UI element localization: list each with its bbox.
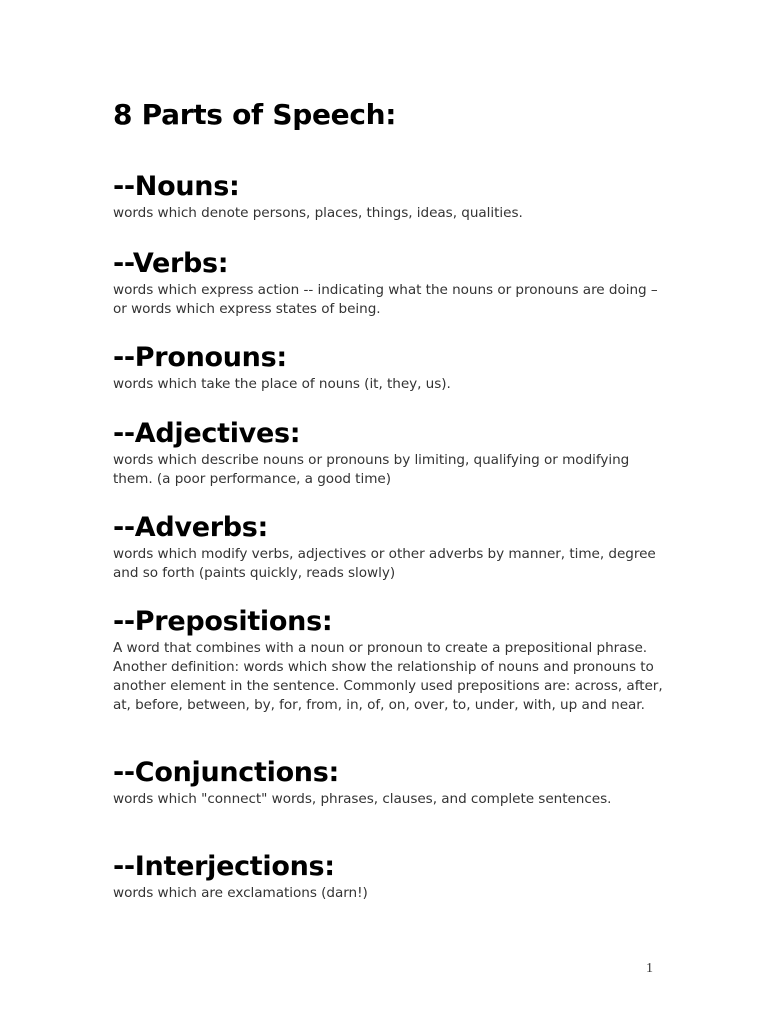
section-definition: words which express action -- indicating what the nouns or pronouns are doing – or words which express states of being.: [113, 282, 658, 317]
section-interjections: [113, 850, 673, 903]
section-nouns: [113, 170, 673, 223]
section-heading: --Verbs:: [113, 248, 229, 279]
section-definition: words which describe nouns or pronouns by limiting, qualifying or modifying them. (a poor performance, a good time): [113, 452, 630, 487]
section-heading: --Interjections:: [113, 851, 335, 882]
section-definition: words which take the place of nouns (it, they, us).: [113, 376, 451, 392]
section-prepositions: [113, 605, 673, 715]
section-heading: --Conjunctions:: [113, 757, 340, 788]
section-definition: words which "connect" words, phrases, clauses, and complete sentences.: [113, 791, 612, 807]
section-definition: words which modify verbs, adjectives or other adverbs by manner, time, degree and so forth (paints quickly, reads slowly): [113, 546, 656, 581]
section-conjunctions: [113, 756, 673, 809]
section-adjectives: [113, 417, 673, 489]
section-definition: words which denote persons, places, things, ideas, qualities.: [113, 205, 523, 221]
section-heading: --Nouns:: [113, 171, 240, 202]
section-pronouns: [113, 341, 673, 394]
section-definition: words which are exclamations (darn!): [113, 885, 368, 901]
section-verbs: [113, 247, 673, 319]
section-heading: --Adjectives:: [113, 418, 301, 449]
section-heading: --Adverbs:: [113, 512, 269, 543]
section-heading: --Prepositions:: [113, 606, 333, 637]
page-number: 1: [646, 961, 653, 976]
document-title: 8 Parts of Speech:: [113, 98, 397, 131]
section-definition: A word that combines with a noun or pronoun to create a prepositional phrase. Another definition: words which show the relationship of nouns and pronouns to another element in the sentence. Commonly used prepositions are: across, after, at, before, between, by, for, from, in, of, on, over, to, under, with, up and near.: [113, 640, 663, 713]
section-adverbs: [113, 511, 673, 583]
section-heading: --Pronouns:: [113, 342, 287, 373]
